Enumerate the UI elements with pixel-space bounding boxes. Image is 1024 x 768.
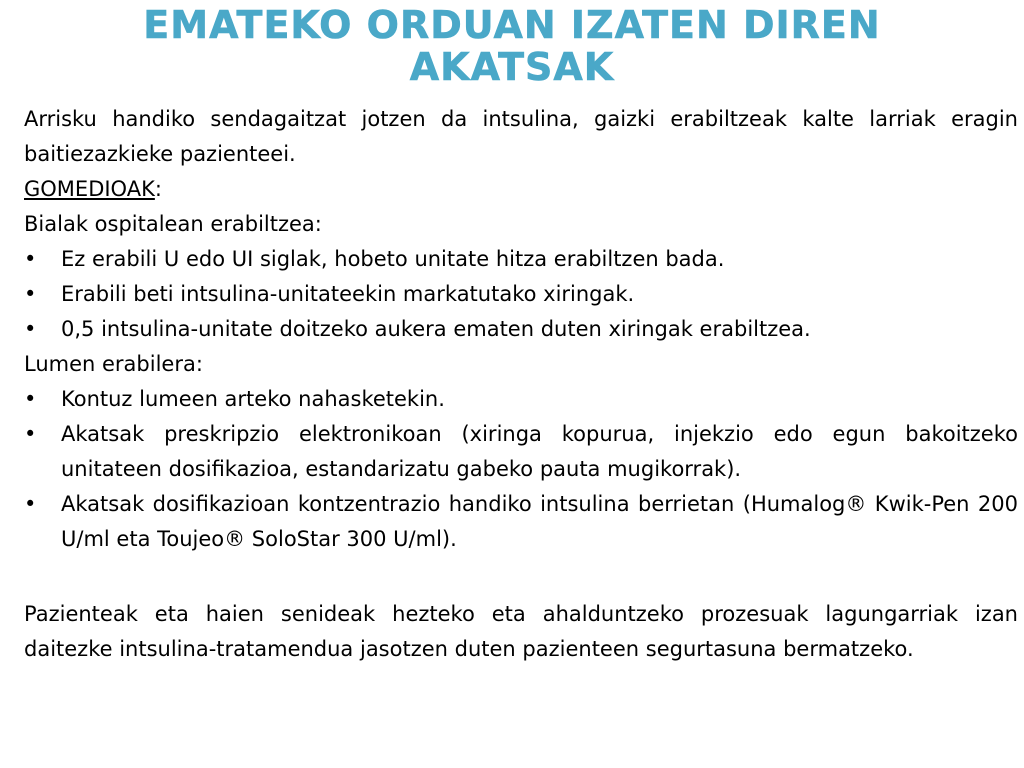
list-item [24, 312, 1018, 347]
intro-paragraph: Arrisku handiko sendagaitzat jotzen da intsulina, gaizki erabiltzeak kalte larriak eragin baitiezazkieke pazienteei. [24, 107, 1018, 166]
recommendations-label: GOMEDIOAK [24, 177, 155, 201]
list-item-text: Kontuz lumeen arteko nahasketekin. [61, 387, 445, 411]
list-item-text: Akatsak dosifikazioan kontzentrazio handiko intsulina berrietan (Humalog® Kwik-Pen 200 U/ml eta Toujeo® SoloStar 300 U/ml). [61, 492, 1018, 551]
spacer [24, 557, 1018, 597]
recommendations-heading [24, 172, 1018, 207]
bullet-icon: • [24, 492, 37, 516]
slide-title [0, 4, 1024, 88]
list-item-text: 0,5 intsulina-unitate doitzeko aukera ematen duten xiringak erabiltzea. [61, 317, 811, 341]
recommendations-colon: : [154, 177, 162, 201]
list-item [24, 242, 1018, 277]
slide-body [24, 102, 1018, 667]
bullet-icon: • [24, 317, 37, 341]
vials-bullet-list [24, 242, 1018, 347]
bullet-icon: • [24, 247, 37, 271]
bullet-icon: • [24, 387, 37, 411]
pens-bullet-list [24, 382, 1018, 557]
list-item [24, 382, 1018, 417]
list-item [24, 487, 1018, 557]
title-line-2: AKATSAK [409, 45, 615, 89]
bullet-icon: • [24, 282, 37, 306]
closing-paragraph: Pazienteak eta haien senideak hezteko eta ahalduntzeko prozesuak lagungarriak izan daitezke intsulina-tratamendua jasotzen duten pazienteen segurtasuna bermatzeko. [24, 602, 1018, 661]
title-line-1: EMATEKO ORDUAN IZATEN DIREN [143, 3, 881, 47]
vials-heading: Bialak ospitalean erabiltzea: [24, 212, 322, 236]
list-item [24, 277, 1018, 312]
bullet-icon: • [24, 422, 37, 446]
list-item-text: Akatsak preskripzio elektronikoan (xiringa kopurua, injekzio edo egun bakoitzeko unitateen dosifikazioa, estandarizatu gabeko pauta mugikorrak). [61, 422, 1018, 481]
list-item-text: Ez erabili U edo UI siglak, hobeto unitate hitza erabiltzen bada. [61, 247, 725, 271]
list-item-text: Erabili beti intsulina-unitateekin markatutako xiringak. [61, 282, 635, 306]
list-item [24, 417, 1018, 487]
pens-heading: Lumen erabilera: [24, 352, 203, 376]
